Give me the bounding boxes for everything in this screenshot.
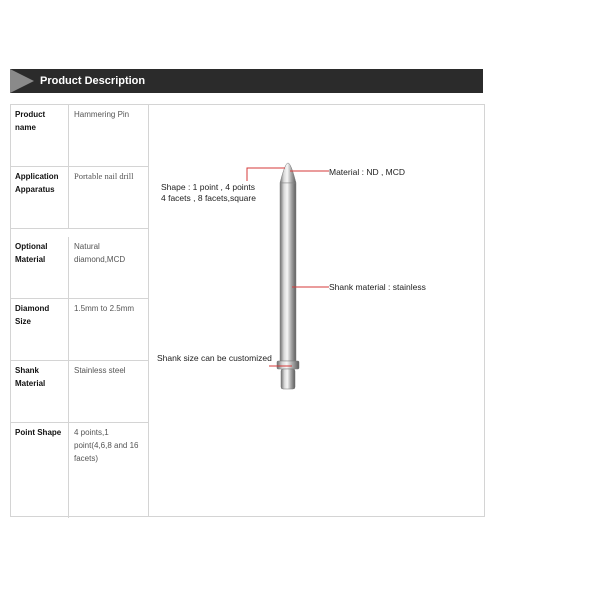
- spec-row-diamond-size: [11, 299, 148, 361]
- spec-value: 1.5mm to 2.5mm: [74, 304, 135, 313]
- shape-annotation-line2: 4 facets , 8 facets,square: [161, 193, 256, 203]
- spec-key: Diamond Size: [11, 299, 69, 360]
- material-annotation: Material : ND , MCD: [329, 167, 406, 177]
- shape-leader-line: [247, 168, 285, 181]
- spec-key: Application Apparatus: [11, 167, 69, 228]
- spec-value: Stainless steel: [74, 366, 126, 375]
- spec-value: Hammering Pin: [74, 110, 130, 119]
- spec-value: Natural diamond,MCD: [74, 242, 126, 264]
- section-header: [10, 69, 483, 93]
- pin-collar: [277, 361, 299, 369]
- pin-tip: [280, 163, 296, 183]
- shank-size-annotation: Shank size can be customized: [157, 353, 272, 363]
- product-diagram: [148, 105, 485, 516]
- spec-row-application-apparatus: [11, 167, 148, 229]
- spec-key: Point Shape: [11, 423, 69, 518]
- hammering-pin-illustration: [149, 105, 486, 516]
- pin-shank: [281, 369, 295, 389]
- spec-key: Shank Material: [11, 361, 69, 422]
- spec-value: 4 points,1 point(4,6,8 and 16 facets): [74, 428, 139, 463]
- spec-row-shank-material: [11, 361, 148, 423]
- header-arrow-icon: [10, 69, 34, 93]
- spec-row-optional-material: [11, 237, 148, 299]
- shank-material-annotation: Shank material : stainless: [329, 282, 426, 292]
- spec-row-product-name: [11, 105, 148, 167]
- spec-row-point-shape: [11, 423, 148, 518]
- spec-value: Portable nail drill: [74, 171, 134, 181]
- section-title: Product Description: [40, 75, 146, 87]
- spec-key: Optional Material: [11, 237, 69, 298]
- shape-annotation-line1: Shape : 1 point , 4 points: [161, 182, 256, 192]
- spec-key: Product name: [11, 105, 69, 166]
- spec-table: [10, 104, 485, 517]
- pin-shaft: [280, 183, 296, 361]
